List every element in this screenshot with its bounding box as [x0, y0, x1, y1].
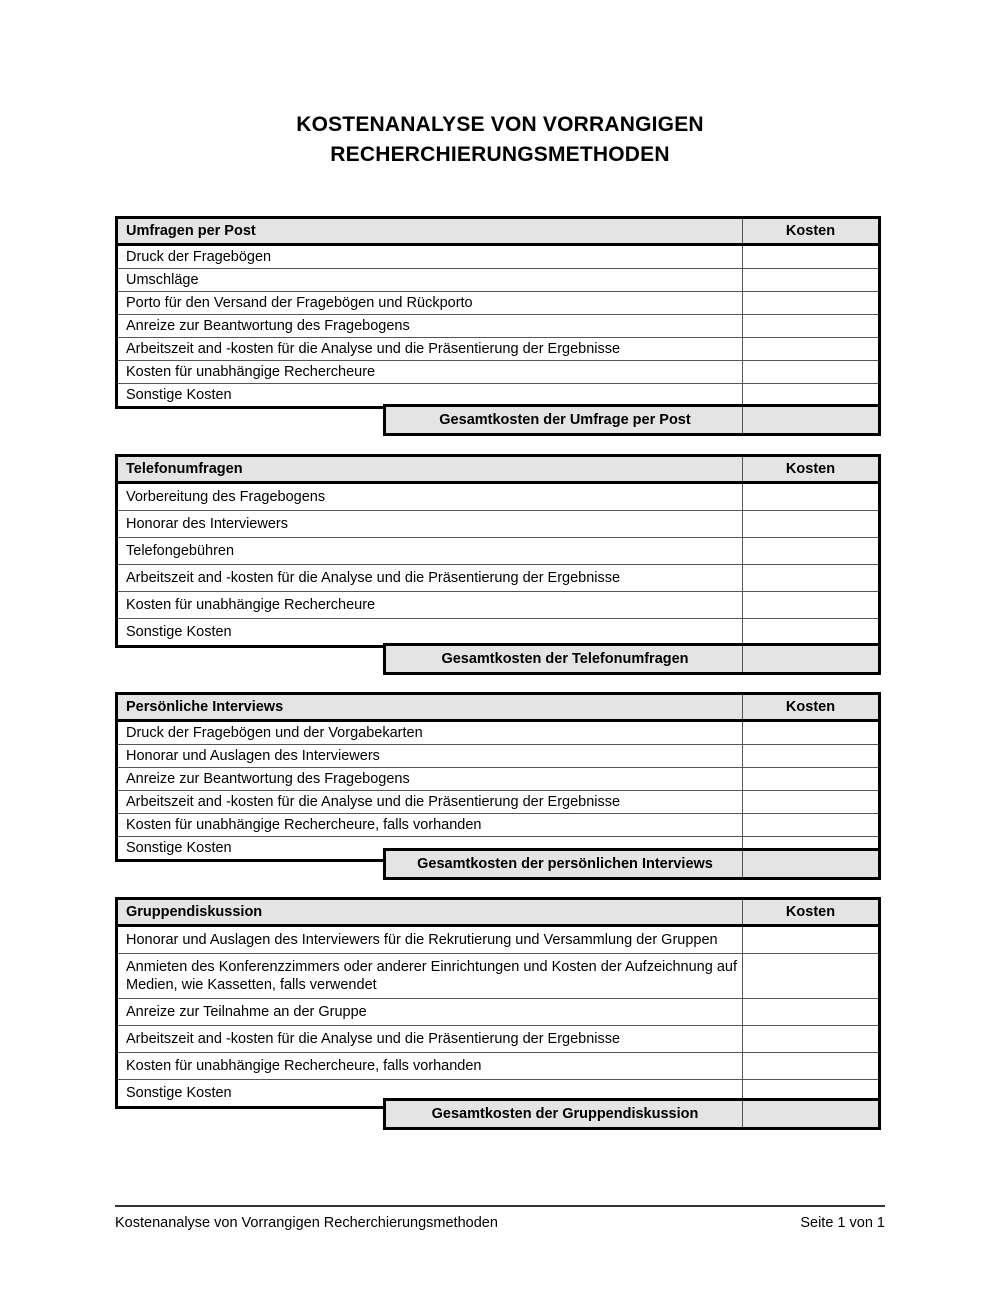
row-cost-input[interactable]	[743, 722, 878, 744]
row-label: Honorar des Interviewers	[118, 510, 743, 537]
table-header-row	[118, 900, 878, 927]
row-cost-input[interactable]	[743, 790, 878, 813]
row-cost-input[interactable]	[743, 291, 878, 314]
footer-document-name: Kostenanalyse von Vorrangigen Recherchierungsmethoden	[115, 1215, 498, 1231]
row-cost-input[interactable]	[743, 510, 878, 537]
table-persoenliche-interviews	[115, 692, 881, 862]
row-cost-input[interactable]	[743, 484, 878, 510]
table-header-cost: Kosten	[743, 457, 878, 481]
table-row	[118, 767, 878, 790]
row-cost-input[interactable]	[743, 564, 878, 591]
row-label: Anmieten des Konferenzzimmers oder anderer Einrichtungen und Kosten der Aufzeichnung auf Medien, wie Kassetten, falls verwendet	[118, 953, 743, 998]
table-body	[118, 722, 878, 859]
row-label: Vorbereitung des Fragebogens	[118, 484, 743, 510]
table-row	[118, 927, 878, 953]
table-row	[118, 337, 878, 360]
row-cost-input[interactable]	[743, 767, 878, 790]
row-label: Anreize zur Beantwortung des Fragebogens	[118, 314, 743, 337]
table-header-cost: Kosten	[743, 900, 878, 924]
row-label: Arbeitszeit and -kosten für die Analyse und die Präsentierung der Ergebnisse	[118, 1025, 743, 1052]
table-row	[118, 744, 878, 767]
row-label: Kosten für unabhängige Rechercheure, falls vorhanden	[118, 1052, 743, 1079]
table-row	[118, 1052, 878, 1079]
table-row	[118, 314, 878, 337]
page-title-line-1: KOSTENANALYSE VON VORRANGIGEN	[296, 113, 704, 136]
row-label: Druck der Fragebögen	[118, 246, 743, 268]
row-label: Arbeitszeit and -kosten für die Analyse und die Präsentierung der Ergebnisse	[118, 564, 743, 591]
row-label: Sonstige Kosten	[118, 618, 743, 645]
totals-value-input[interactable]	[743, 407, 878, 433]
table-row	[118, 383, 878, 406]
row-label: Arbeitszeit and -kosten für die Analyse und die Präsentierung der Ergebnisse	[118, 337, 743, 360]
row-label: Umschläge	[118, 268, 743, 291]
row-label: Kosten für unabhängige Rechercheure	[118, 360, 743, 383]
table-header-title: Umfragen per Post	[118, 219, 743, 243]
row-cost-input[interactable]	[743, 360, 878, 383]
row-cost-input[interactable]	[743, 314, 878, 337]
table-header-row	[118, 219, 878, 246]
table-body	[118, 927, 878, 1106]
table-header-row	[118, 695, 878, 722]
table-row	[118, 537, 878, 564]
table-row	[118, 790, 878, 813]
table-row	[118, 268, 878, 291]
table-row	[118, 246, 878, 268]
table-row	[118, 998, 878, 1025]
table-row	[118, 618, 878, 645]
row-label: Sonstige Kosten	[118, 1079, 743, 1106]
table-row	[118, 591, 878, 618]
table-row	[118, 813, 878, 836]
table-header-row	[118, 457, 878, 484]
row-cost-input[interactable]	[743, 246, 878, 268]
footer-page-number: Seite 1 von 1	[800, 1215, 885, 1231]
table-body	[118, 484, 878, 645]
table-row	[118, 722, 878, 744]
table-umfragen-per-post	[115, 216, 881, 409]
row-cost-input[interactable]	[743, 537, 878, 564]
page-title	[115, 110, 885, 170]
table-row	[118, 953, 878, 998]
row-label: Honorar und Auslagen des Interviewers	[118, 744, 743, 767]
row-label: Druck der Fragebögen und der Vorgabekarten	[118, 722, 743, 744]
row-label: Kosten für unabhängige Rechercheure	[118, 591, 743, 618]
row-label: Anreize zur Beantwortung des Fragebogens	[118, 767, 743, 790]
row-cost-input[interactable]	[743, 337, 878, 360]
row-cost-input[interactable]	[743, 1025, 878, 1052]
totals-bar-persoenliche-interviews	[383, 848, 881, 880]
row-cost-input[interactable]	[743, 268, 878, 291]
row-label: Arbeitszeit and -kosten für die Analyse und die Präsentierung der Ergebnisse	[118, 790, 743, 813]
row-label: Porto für den Versand der Fragebögen und Rückporto	[118, 291, 743, 314]
row-cost-input[interactable]	[743, 813, 878, 836]
table-body	[118, 246, 878, 406]
totals-value-input[interactable]	[743, 646, 878, 672]
table-row	[118, 564, 878, 591]
table-row	[118, 291, 878, 314]
row-cost-input[interactable]	[743, 383, 878, 406]
totals-label: Gesamtkosten der Telefonumfragen	[386, 646, 743, 672]
row-label: Kosten für unabhängige Rechercheure, falls vorhanden	[118, 813, 743, 836]
table-header-cost: Kosten	[743, 219, 878, 243]
table-telefonumfragen	[115, 454, 881, 648]
table-row	[118, 484, 878, 510]
row-cost-input[interactable]	[743, 1052, 878, 1079]
table-row	[118, 510, 878, 537]
row-cost-input[interactable]	[743, 998, 878, 1025]
row-cost-input[interactable]	[743, 591, 878, 618]
row-label: Sonstige Kosten	[118, 836, 743, 859]
table-gruppendiskussion	[115, 897, 881, 1109]
table-row	[118, 360, 878, 383]
footer-divider	[115, 1205, 885, 1207]
row-cost-input[interactable]	[743, 927, 878, 953]
row-cost-input[interactable]	[743, 618, 878, 645]
totals-bar-telefonumfragen	[383, 643, 881, 675]
totals-label: Gesamtkosten der persönlichen Interviews	[386, 851, 743, 877]
row-label: Honorar und Auslagen des Interviewers für die Rekrutierung und Versammlung der Gruppen	[118, 927, 743, 953]
table-header-title: Telefonumfragen	[118, 457, 743, 481]
table-row	[118, 1025, 878, 1052]
row-label: Telefongebühren	[118, 537, 743, 564]
footer	[115, 1213, 885, 1233]
table-header-title: Persönliche Interviews	[118, 695, 743, 719]
totals-value-input[interactable]	[743, 1101, 878, 1127]
page-title-line-2: RECHERCHIERUNGSMETHODEN	[330, 143, 670, 166]
row-label: Anreize zur Teilnahme an der Gruppe	[118, 998, 743, 1025]
totals-label: Gesamtkosten der Umfrage per Post	[386, 407, 743, 433]
totals-bar-gruppendiskussion	[383, 1098, 881, 1130]
row-cost-input[interactable]	[743, 953, 878, 998]
totals-label: Gesamtkosten der Gruppendiskussion	[386, 1101, 743, 1127]
table-header-title: Gruppendiskussion	[118, 900, 743, 924]
row-cost-input[interactable]	[743, 744, 878, 767]
totals-bar-umfragen-per-post	[383, 404, 881, 436]
totals-value-input[interactable]	[743, 851, 878, 877]
row-label: Sonstige Kosten	[118, 383, 743, 406]
table-header-cost: Kosten	[743, 695, 878, 719]
